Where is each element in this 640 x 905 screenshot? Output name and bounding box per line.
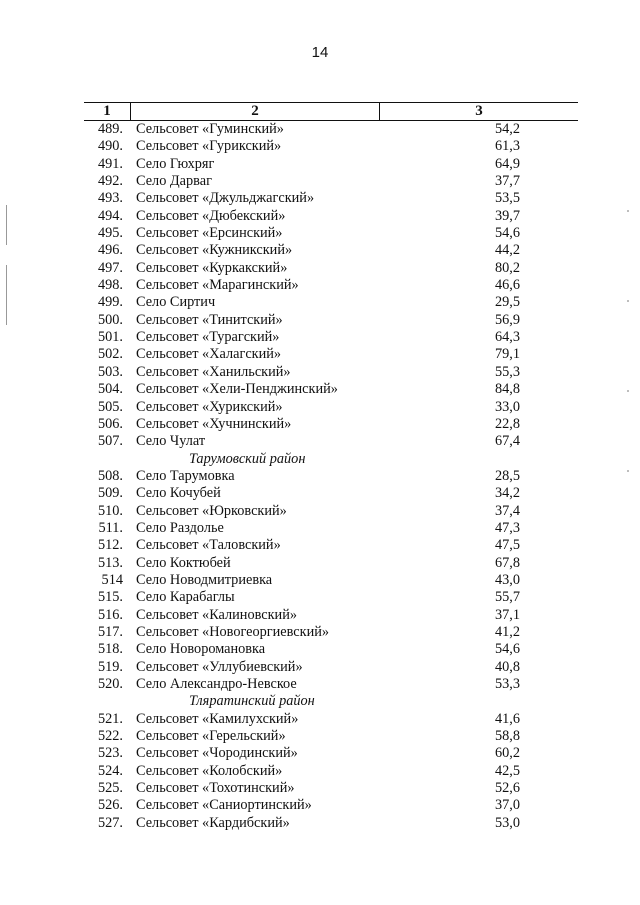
row-number: 503. (97, 363, 123, 380)
table-row (84, 346, 578, 363)
row-name: Село Дарваг (136, 173, 212, 190)
row-number: 509. (97, 485, 123, 502)
table-row (84, 589, 578, 606)
table-row (84, 659, 578, 676)
row-value: 37,7 (494, 173, 520, 190)
row-name: Село Новоромановка (136, 641, 266, 658)
row-value: 42,5 (494, 762, 520, 779)
row-value: 43,0 (494, 571, 520, 588)
row-number: 494. (97, 207, 123, 224)
table-row (84, 537, 578, 554)
row-number: 508. (97, 467, 123, 484)
row-number: 514 (101, 571, 123, 588)
row-name: Сельсовет «Гуминский» (136, 121, 284, 137)
table-row (84, 468, 578, 485)
row-value: 79,1 (494, 346, 520, 363)
row-number: 498. (97, 277, 123, 294)
row-value: 28,5 (494, 467, 520, 484)
table-row (84, 676, 578, 693)
row-value: 55,7 (494, 589, 520, 606)
scan-dot (627, 390, 629, 392)
row-number: 527. (97, 814, 123, 831)
row-number: 493. (97, 190, 123, 207)
row-name: Сельсовет «Калиновский» (136, 606, 298, 623)
row-number: 492. (97, 173, 123, 190)
row-number: 496. (97, 242, 123, 259)
row-value: 37,0 (494, 797, 520, 814)
row-name: Село Сиртич (136, 294, 216, 311)
table-row (84, 173, 578, 190)
table-row (84, 381, 578, 398)
row-value: 60,2 (494, 745, 520, 762)
table-row (84, 433, 578, 450)
row-value: 41,6 (494, 710, 520, 727)
row-value: 53,5 (494, 190, 520, 207)
table-row (84, 607, 578, 624)
row-value: 40,8 (494, 658, 520, 675)
table-row (84, 485, 578, 502)
row-value: 80,2 (494, 259, 520, 276)
header-col-1: 1 (84, 103, 131, 120)
table-row (84, 364, 578, 381)
table-row (84, 190, 578, 207)
row-value: 56,9 (494, 311, 520, 328)
row-name: Сельсовет «Ханильский» (136, 363, 291, 380)
row-value: 54,6 (494, 641, 520, 658)
table-row (84, 138, 578, 155)
row-name: Сельсовет «Юрковский» (136, 502, 287, 519)
row-name: Сельсовет «Тохотинский» (136, 780, 295, 797)
table-row (84, 745, 578, 762)
page-number: 14 (311, 44, 329, 61)
row-name: Сельсовет «Ерсинский» (136, 225, 283, 242)
row-number: 513. (97, 554, 123, 571)
row-name: Сельсовет «Дюбекский» (136, 207, 286, 224)
row-number: 519. (97, 658, 123, 675)
row-value: 67,8 (494, 554, 520, 571)
row-number: 511. (98, 519, 123, 536)
table-row (84, 624, 578, 641)
scan-dot (627, 300, 629, 302)
row-number: 501. (97, 329, 123, 346)
table-row (84, 555, 578, 572)
row-number: 497. (97, 259, 123, 276)
row-number: 522. (97, 728, 123, 745)
row-value: 64,9 (494, 155, 520, 172)
table-row (84, 416, 578, 433)
row-name: Село Коктюбей (136, 554, 231, 571)
row-name: Сельсовет «Уллубиевский» (136, 658, 303, 675)
table-row (84, 277, 578, 294)
table-row (84, 572, 578, 589)
row-name: Сельсовет «Кужникский» (136, 242, 293, 259)
row-value: 84,8 (494, 381, 520, 398)
row-name: Село Карабаглы (136, 589, 235, 606)
row-number: 499. (97, 294, 123, 311)
scan-margin-mark (6, 205, 7, 245)
table-row (84, 156, 578, 173)
row-number: 515. (97, 589, 123, 606)
table-row (84, 294, 578, 311)
row-name: Село Чулат (136, 433, 206, 450)
row-value: 61,3 (494, 138, 520, 155)
row-value: 54,6 (494, 225, 520, 242)
table-header (84, 102, 578, 121)
row-value: 22,8 (494, 415, 520, 432)
row-value: 34,2 (494, 485, 520, 502)
header-col-3: 3 (475, 103, 483, 119)
table-row (84, 399, 578, 416)
row-number: 525. (97, 780, 123, 797)
row-number: 517. (97, 623, 123, 640)
row-number: 507. (97, 433, 123, 450)
row-number: 510. (97, 502, 123, 519)
row-number: 495. (97, 225, 123, 242)
row-number: 502. (97, 346, 123, 363)
row-value: 47,5 (494, 537, 520, 554)
row-number: 506. (97, 415, 123, 432)
row-number: 505. (97, 398, 123, 415)
row-name: Сельсовет «Таловский» (136, 537, 281, 554)
table-row (84, 312, 578, 329)
row-number: 523. (97, 745, 123, 762)
row-name: Сельсовет «Хели-Пенджинский» (136, 381, 338, 398)
row-name: Сельсовет «Джульджагский» (136, 190, 315, 207)
row-value: 53,3 (494, 676, 520, 692)
scan-margin-mark (6, 265, 7, 325)
scan-dot (627, 210, 629, 212)
row-name: Село Раздолье (136, 519, 224, 536)
row-value: 52,6 (494, 780, 520, 797)
header-col-2: 2 (131, 103, 380, 120)
row-value: 37,1 (494, 606, 520, 623)
row-name: Село Александро-Невское (136, 676, 297, 692)
row-name: Сельсовет «Хучнинский» (136, 415, 292, 432)
row-value: 67,4 (494, 433, 520, 450)
table-row (84, 763, 578, 780)
row-number: 491. (97, 155, 123, 172)
table-row (84, 711, 578, 728)
row-number: 521. (97, 710, 123, 727)
row-name: Сельсовет «Герельский» (136, 728, 286, 745)
row-name: Село Гюхряг (136, 155, 215, 172)
table-body (84, 121, 578, 832)
row-name: Сельсовет «Саниортинский» (136, 797, 312, 814)
row-value: 54,2 (494, 121, 520, 137)
row-name: Сельсовет «Халагский» (136, 346, 282, 363)
row-name: Сельсовет «Кардибский» (136, 814, 290, 831)
row-name: Сельсовет «Новогеоргиевский» (136, 623, 330, 640)
row-value: 46,6 (494, 277, 520, 294)
row-number: 504. (97, 381, 123, 398)
row-value: 47,3 (494, 519, 520, 536)
table-row (84, 208, 578, 225)
row-number: 512. (97, 537, 123, 554)
table-row (84, 121, 578, 138)
table-row (84, 242, 578, 259)
table-row (84, 520, 578, 537)
data-table (84, 102, 578, 832)
row-value: 58,8 (494, 728, 520, 745)
row-value: 44,2 (494, 242, 520, 259)
row-value: 41,2 (494, 623, 520, 640)
row-number: 526. (97, 797, 123, 814)
district-heading: Тляратинский район (189, 693, 315, 710)
row-number: 490. (97, 138, 123, 155)
table-row (84, 728, 578, 745)
row-name: Сельсовет «Куркакский» (136, 259, 288, 276)
row-value: 29,5 (494, 294, 520, 311)
row-name: Село Тарумовка (136, 467, 235, 484)
row-number: 500. (97, 311, 123, 328)
row-number: 524. (97, 762, 123, 779)
table-row (84, 329, 578, 346)
row-value: 33,0 (494, 398, 520, 415)
row-name: Сельсовет «Чородинский» (136, 745, 298, 762)
row-value: 55,3 (494, 363, 520, 380)
table-row (84, 780, 578, 797)
row-value: 53,0 (494, 814, 520, 831)
row-number: 520. (97, 676, 123, 692)
row-name: Сельсовет «Марагинский» (136, 277, 299, 294)
table-row (84, 503, 578, 520)
row-name: Сельсовет «Камилухский» (136, 710, 299, 727)
row-value: 39,7 (494, 207, 520, 224)
scan-dot (627, 470, 629, 472)
row-number: 489. (97, 121, 123, 137)
row-value: 37,4 (494, 502, 520, 519)
row-name: Сельсовет «Турагский» (136, 329, 280, 346)
table-row (84, 225, 578, 242)
table-row (84, 260, 578, 277)
row-name: Сельсовет «Гурикский» (136, 138, 282, 155)
row-name: Село Кочубей (136, 485, 221, 502)
row-name: Сельсовет «Тинитский» (136, 311, 283, 328)
row-value: 64,3 (494, 329, 520, 346)
row-name: Сельсовет «Колобский» (136, 762, 283, 779)
row-name: Сельсовет «Хурикский» (136, 398, 283, 415)
table-row (84, 641, 578, 658)
row-number: 516. (97, 606, 123, 623)
table-row (84, 815, 578, 832)
table-row (84, 797, 578, 814)
row-number: 518. (97, 641, 123, 658)
row-name: Село Новодмитриевка (136, 571, 273, 588)
district-heading: Тарумовский район (189, 450, 306, 467)
